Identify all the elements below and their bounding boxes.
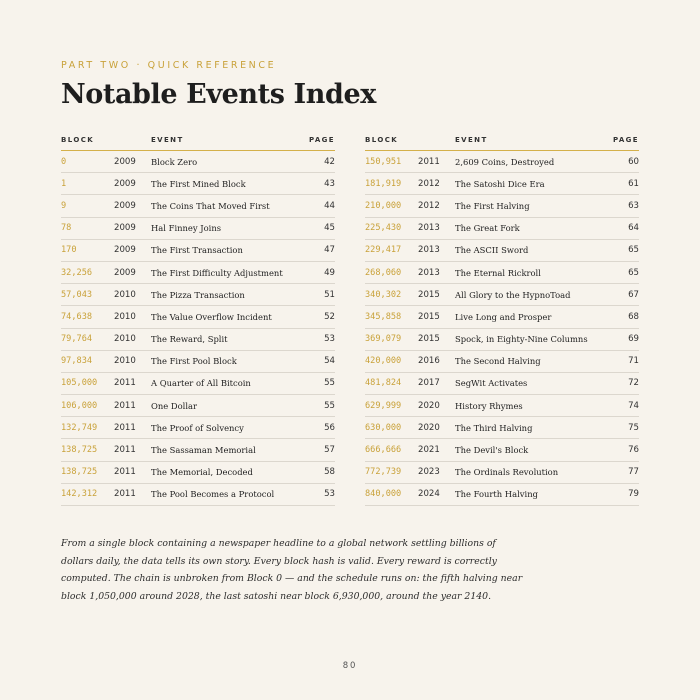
block-number: 210,000	[365, 195, 418, 217]
block-number: 150,951	[365, 151, 418, 173]
event-year: 2011	[114, 439, 151, 461]
event-year: 2013	[418, 261, 455, 283]
event-year: 2013	[418, 239, 455, 261]
index-table-right-body	[365, 151, 639, 506]
event-year: 2009	[114, 151, 151, 173]
page-reference: 43	[305, 173, 335, 195]
event-year: 2012	[418, 173, 455, 195]
table-row	[365, 372, 639, 394]
page-reference: 53	[305, 483, 335, 505]
page-reference: 63	[609, 195, 639, 217]
event-name: The First Transaction	[151, 239, 305, 261]
table-row	[365, 284, 639, 306]
event-year: 2015	[418, 328, 455, 350]
page-reference: 49	[305, 261, 335, 283]
page-reference: 69	[609, 328, 639, 350]
block-number: 225,430	[365, 217, 418, 239]
index-table-right	[365, 135, 639, 506]
block-number: 666,666	[365, 439, 418, 461]
event-year: 2011	[418, 151, 455, 173]
event-year: 2015	[418, 284, 455, 306]
page-reference: 65	[609, 261, 639, 283]
event-name: The Satoshi Dice Era	[455, 173, 609, 195]
page-number: 80	[342, 661, 358, 671]
block-number: 181,919	[365, 173, 418, 195]
table-row	[365, 261, 639, 283]
event-name: The Devil's Block	[455, 439, 609, 461]
event-name: The Value Overflow Incident	[151, 306, 305, 328]
page-reference: 74	[609, 395, 639, 417]
table-row	[365, 461, 639, 483]
page-reference: 65	[609, 239, 639, 261]
table-row	[61, 328, 335, 350]
event-year: 2011	[114, 461, 151, 483]
block-number: 97,834	[61, 350, 114, 372]
table-row	[365, 306, 639, 328]
block-number: 1	[61, 173, 114, 195]
block-number: 138,725	[61, 461, 114, 483]
event-year: 2012	[418, 195, 455, 217]
block-number: 142,312	[61, 483, 114, 505]
block-number: 369,079	[365, 328, 418, 350]
event-year: 2023	[418, 461, 455, 483]
event-year: 2011	[114, 395, 151, 417]
event-name: Spock, in Eighty-Nine Columns	[455, 328, 609, 350]
block-number: 229,417	[365, 239, 418, 261]
event-name: The Pizza Transaction	[151, 284, 305, 306]
page-reference: 71	[609, 350, 639, 372]
event-name: Block Zero	[151, 151, 305, 173]
column-header-page: PAGE	[609, 135, 639, 151]
event-name: The Second Halving	[455, 350, 609, 372]
block-number: 106,000	[61, 395, 114, 417]
column-header-year	[418, 135, 455, 151]
index-tables	[61, 135, 639, 506]
event-name: The Third Halving	[455, 417, 609, 439]
table-row	[61, 151, 335, 173]
event-name: SegWit Activates	[455, 372, 609, 394]
event-year: 2011	[114, 483, 151, 505]
table-row	[61, 284, 335, 306]
column-header-page: PAGE	[305, 135, 335, 151]
page-reference: 53	[305, 328, 335, 350]
block-number: 345,858	[365, 306, 418, 328]
column-header-event: EVENT	[455, 135, 609, 151]
column-header-block: BLOCK	[61, 135, 114, 151]
page-reference: 42	[305, 151, 335, 173]
table-row	[61, 350, 335, 372]
table-row	[61, 217, 335, 239]
event-name: The Memorial, Decoded	[151, 461, 305, 483]
event-year: 2010	[114, 328, 151, 350]
event-name: The First Mined Block	[151, 173, 305, 195]
event-year: 2024	[418, 483, 455, 505]
event-year: 2017	[418, 372, 455, 394]
event-year: 2010	[114, 350, 151, 372]
table-row	[365, 395, 639, 417]
table-header-row	[61, 135, 335, 151]
page-reference: 64	[609, 217, 639, 239]
block-number: 132,749	[61, 417, 114, 439]
table-row	[61, 417, 335, 439]
block-number: 629,999	[365, 395, 418, 417]
block-number: 170	[61, 239, 114, 261]
table-row	[61, 439, 335, 461]
page-reference: 68	[609, 306, 639, 328]
event-name: The Ordinals Revolution	[455, 461, 609, 483]
event-year: 2010	[114, 284, 151, 306]
event-name: The Eternal Rickroll	[455, 261, 609, 283]
block-number: 57,043	[61, 284, 114, 306]
event-year: 2009	[114, 261, 151, 283]
event-year: 2010	[114, 306, 151, 328]
closing-paragraph: From a single block containing a newspaper headline to a global network settling billions of dollars daily, the data tells its own story. Every block hash is valid. Every reward is correctly computed. The chain is unbroken from Block 0 — and the schedule runs on: the fifth halving near block 1,050,000 around 2028, the last satoshi near block 6,930,000, around the year 2140.	[61, 538, 523, 602]
block-number: 9	[61, 195, 114, 217]
block-number: 340,302	[365, 284, 418, 306]
table-row	[61, 483, 335, 505]
block-number: 840,000	[365, 483, 418, 505]
event-year: 2016	[418, 350, 455, 372]
event-name: The First Pool Block	[151, 350, 305, 372]
block-number: 630,000	[365, 417, 418, 439]
table-row	[61, 173, 335, 195]
page-reference: 44	[305, 195, 335, 217]
table-row	[365, 350, 639, 372]
page-reference: 54	[305, 350, 335, 372]
table-row	[61, 372, 335, 394]
event-year: 2013	[418, 217, 455, 239]
event-name: Hal Finney Joins	[151, 217, 305, 239]
block-number: 0	[61, 151, 114, 173]
event-name: The Sassaman Memorial	[151, 439, 305, 461]
page-reference: 61	[609, 173, 639, 195]
event-year: 2015	[418, 306, 455, 328]
event-name: The Proof of Solvency	[151, 417, 305, 439]
index-table-left-body	[61, 151, 335, 506]
table-row	[61, 261, 335, 283]
table-row	[61, 239, 335, 261]
event-name: The First Halving	[455, 195, 609, 217]
event-year: 2011	[114, 372, 151, 394]
event-name: The First Difficulty Adjustment	[151, 261, 305, 283]
block-number: 268,060	[365, 261, 418, 283]
page-reference: 76	[609, 439, 639, 461]
block-number: 32,256	[61, 261, 114, 283]
table-row	[365, 439, 639, 461]
page-reference: 60	[609, 151, 639, 173]
page-reference: 55	[305, 395, 335, 417]
index-table-left	[61, 135, 335, 506]
event-name: Live Long and Prosper	[455, 306, 609, 328]
event-name: The Coins That Moved First	[151, 195, 305, 217]
table-row	[61, 395, 335, 417]
event-name: One Dollar	[151, 395, 305, 417]
block-number: 138,725	[61, 439, 114, 461]
table-row	[61, 461, 335, 483]
table-row	[61, 306, 335, 328]
event-year: 2021	[418, 439, 455, 461]
page-reference: 52	[305, 306, 335, 328]
table-row	[365, 217, 639, 239]
event-name: The Reward, Split	[151, 328, 305, 350]
event-name: A Quarter of All Bitcoin	[151, 372, 305, 394]
event-year: 2020	[418, 395, 455, 417]
page-content	[61, 60, 639, 602]
table-row	[365, 151, 639, 173]
event-name: 2,609 Coins, Destroyed	[455, 151, 609, 173]
table-row	[61, 195, 335, 217]
block-number: 79,764	[61, 328, 114, 350]
page-reference: 57	[305, 439, 335, 461]
block-number: 420,000	[365, 350, 418, 372]
event-year: 2011	[114, 417, 151, 439]
event-name: The Pool Becomes a Protocol	[151, 483, 305, 505]
event-year: 2009	[114, 239, 151, 261]
page-reference: 51	[305, 284, 335, 306]
page-reference: 72	[609, 372, 639, 394]
event-year: 2009	[114, 173, 151, 195]
event-year: 2009	[114, 195, 151, 217]
page-reference: 79	[609, 483, 639, 505]
table-row	[365, 239, 639, 261]
page-reference: 77	[609, 461, 639, 483]
block-number: 105,000	[61, 372, 114, 394]
page-reference: 67	[609, 284, 639, 306]
page-title: Notable Events Index	[61, 79, 376, 110]
table-row	[365, 483, 639, 505]
block-number: 772,739	[365, 461, 418, 483]
page-reference: 75	[609, 417, 639, 439]
event-year: 2020	[418, 417, 455, 439]
table-row	[365, 417, 639, 439]
event-name: The Great Fork	[455, 217, 609, 239]
column-header-year	[114, 135, 151, 151]
block-number: 481,824	[365, 372, 418, 394]
table-row	[365, 195, 639, 217]
event-name: All Glory to the HypnoToad	[455, 284, 609, 306]
page-reference: 45	[305, 217, 335, 239]
event-name: The ASCII Sword	[455, 239, 609, 261]
block-number: 74,638	[61, 306, 114, 328]
column-header-event: EVENT	[151, 135, 305, 151]
event-name: History Rhymes	[455, 395, 609, 417]
section-eyebrow: PART TWO · QUICK REFERENCE	[61, 60, 277, 71]
event-year: 2009	[114, 217, 151, 239]
page-reference: 47	[305, 239, 335, 261]
block-number: 78	[61, 217, 114, 239]
table-row	[365, 173, 639, 195]
page-reference: 56	[305, 417, 335, 439]
table-row	[365, 328, 639, 350]
event-name: The Fourth Halving	[455, 483, 609, 505]
table-header-row	[365, 135, 639, 151]
page-reference: 55	[305, 372, 335, 394]
column-header-block: BLOCK	[365, 135, 418, 151]
page-reference: 58	[305, 461, 335, 483]
